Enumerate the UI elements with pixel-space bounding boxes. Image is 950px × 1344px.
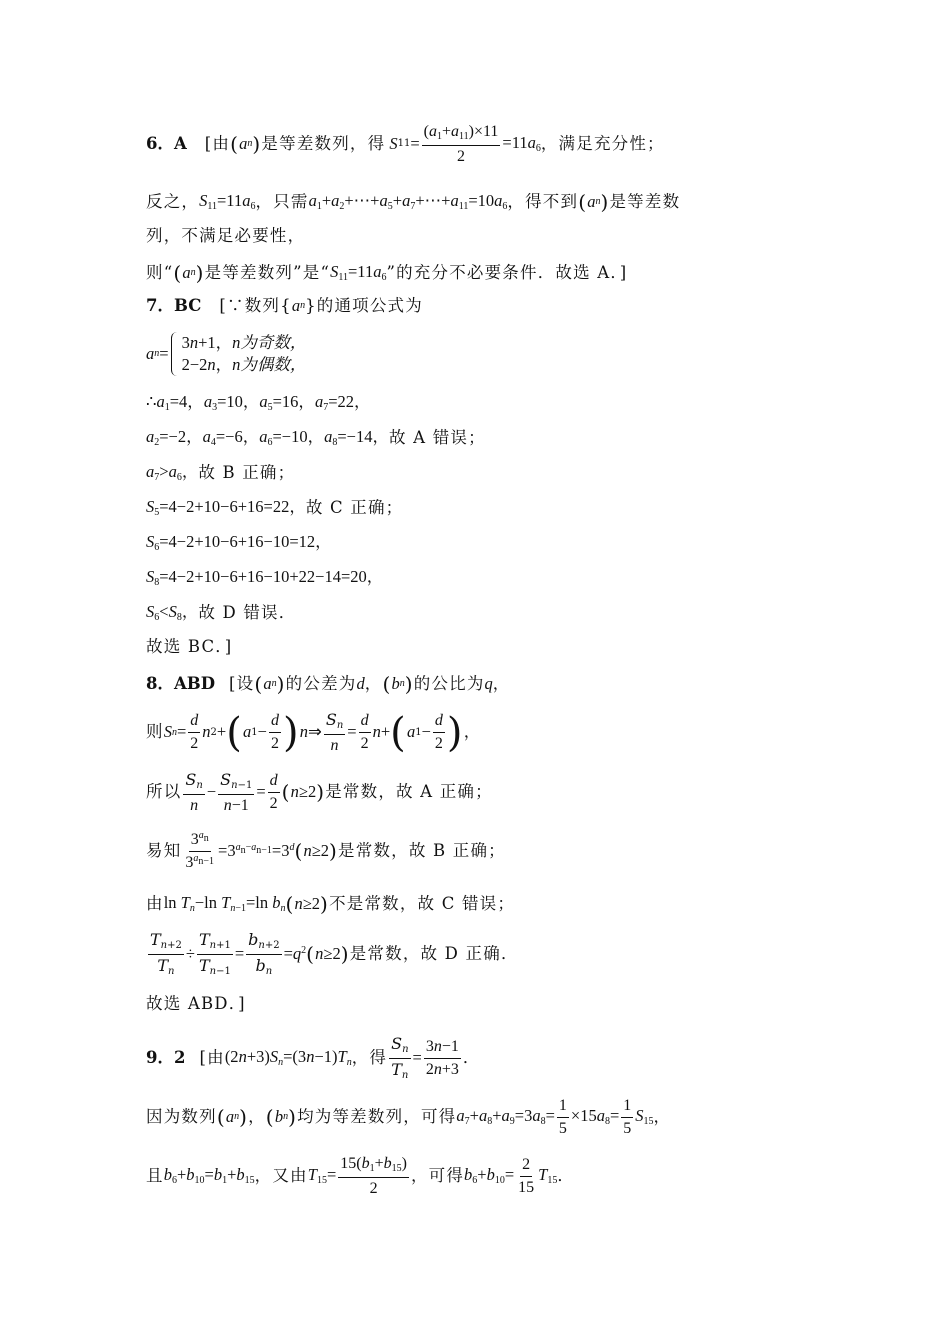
q6-line-3: 列，不满足必要性， [146, 226, 306, 245]
q7-line-9: $S_6<S_8$， 故 D 错误． [146, 602, 297, 623]
q7-case-even: 2−2n，n为偶数， [181, 355, 307, 375]
q9-label: 9．2 [146, 1047, 186, 1067]
q7-line-3: $\therefore a_1=4$，$a_3=10$，$a_5=16$，$a_7=22$， [146, 392, 371, 413]
q6-label: 6．A [146, 133, 187, 153]
q6-line-2: 反之， $S_{11}=11a_6$ ，只需 $a_1+a_2+\cdots+a_5+a_7+\cdots+a_{11}=10a_6$ ，得不到 ( a n ) 是等差数 [146, 190, 681, 214]
q7-piecewise: a n = 3n+1，n为奇数， 2−2n，n为偶数， [146, 332, 306, 377]
q8-line-1: 8．ABD [设 ( a n ) 的公差为 d ， ( b n ) 的公比为 q ， [146, 672, 511, 696]
q7-line-7: $S_6=4-2+10-6+16-10=12$， [146, 532, 332, 553]
q6-line-1: 6．A [由 ( a n ) 是等差数列，得 S 11 = $\frac{(a_1+a_{11})\times 11}{2}$ $=11a_6$ ，满足充分性； [146, 123, 665, 165]
q6-fraction: $\frac{(a_1+a_{11})\times 11}{2}$ [423, 123, 499, 165]
q7-line-4: $a_2=-2$，$a_4=-6$，$a_6=-10$，$a_8=-14$， 故 A 错误； [146, 427, 486, 448]
q8-line-3: 所以 $\frac{S_n}{n}$ − $\frac{S_{n-1}}{n-1}$ = $\frac{d}{2}$ ( n≥2 ) 是常数，故 A 正确； [146, 770, 493, 814]
q7-case-odd: 3n+1，n为奇数， [181, 333, 307, 352]
q9-line-3: 且 $b_6+b_{10}=b_1+b_{15}$ ，又由 $T_{15}=$ $\frac{15(b_1+b_{15})}{2}$ ，可得 $b_6+b_{10}=$ $\frac{2}{15}$ $T_{15}$ ． [146, 1155, 576, 1197]
q8-label: 8．ABD [146, 674, 216, 694]
q9-line-2: 因为数列 ( a n ) ， ( b n ) 均为等差数列，可得 $a_7+a_8+a_9=3a_8=$ $\frac{1}{5}$ $\times 15a_8=$ $\frac{1}{5}$ $S_{15}$ ， [146, 1097, 672, 1137]
q9-line-1: 9．2 [由 $(2n+3)S_n=(3n-1)T_n$ ，得 $\frac{S_n}{T_n}$ = $\frac{3n-1}{2n+3}$ ． [146, 1034, 481, 1081]
q7-line-6: $S_5=4-2+10-6+16=22$， 故 C 正确； [146, 497, 404, 518]
q7-line-8: $S_8=4-2+10-6+16-10+22-14=20$， [146, 567, 384, 588]
q8-line-6: $\frac{T_{n+2}}{T_n}$ ÷ $\frac{T_{n+1}}{T_{n-1}}$ = $\frac{b_{n+2}}{b_n}$ $=q^2$ ( n≥2 ) 是常数，故 D 正确． [150, 930, 519, 977]
q7-label: 7．BC [146, 296, 202, 315]
q7-line-5: $a_7>a_6$， 故 B 正确； [146, 462, 296, 483]
q7-line-10: 故选 BC．] [146, 637, 233, 656]
q8-line-4: 易知 $\frac{3^{a_n}}{3^{a_{n-1}}}$ $=3^{a_n-a_{n-1}}=3^d$ ( n≥2 ) 是常数，故 B 正确； [146, 830, 506, 871]
q6-line-4: 则“ ( a n ) 是等差数列”是“ $S_{11}=11a_6$ ”的充分不必要条件．故选 A．] [146, 261, 628, 285]
brace-icon [171, 332, 178, 376]
q7-line-1: 7．BC [∵数列{ a n }的通项公式为 [146, 296, 423, 315]
q8-line-7: 故选 ABD．] [146, 994, 246, 1013]
q8-line-2: 则 S n = $\frac{d}{2}$ n 2 + ( a 1 − $\frac{d}{2}$ ) n ⇒ $\frac{S_n}{n}$ = $\frac{d}{2}$ n + ( a 1 − $\frac{d}{2}$ ) ， [146, 709, 482, 756]
q8-line-5: 由 $\ln T_n-\ln$ $T_{n-1}=\ln$ $b_n$ ( n≥2 ) 不是常数，故 C 错误； [146, 892, 516, 916]
